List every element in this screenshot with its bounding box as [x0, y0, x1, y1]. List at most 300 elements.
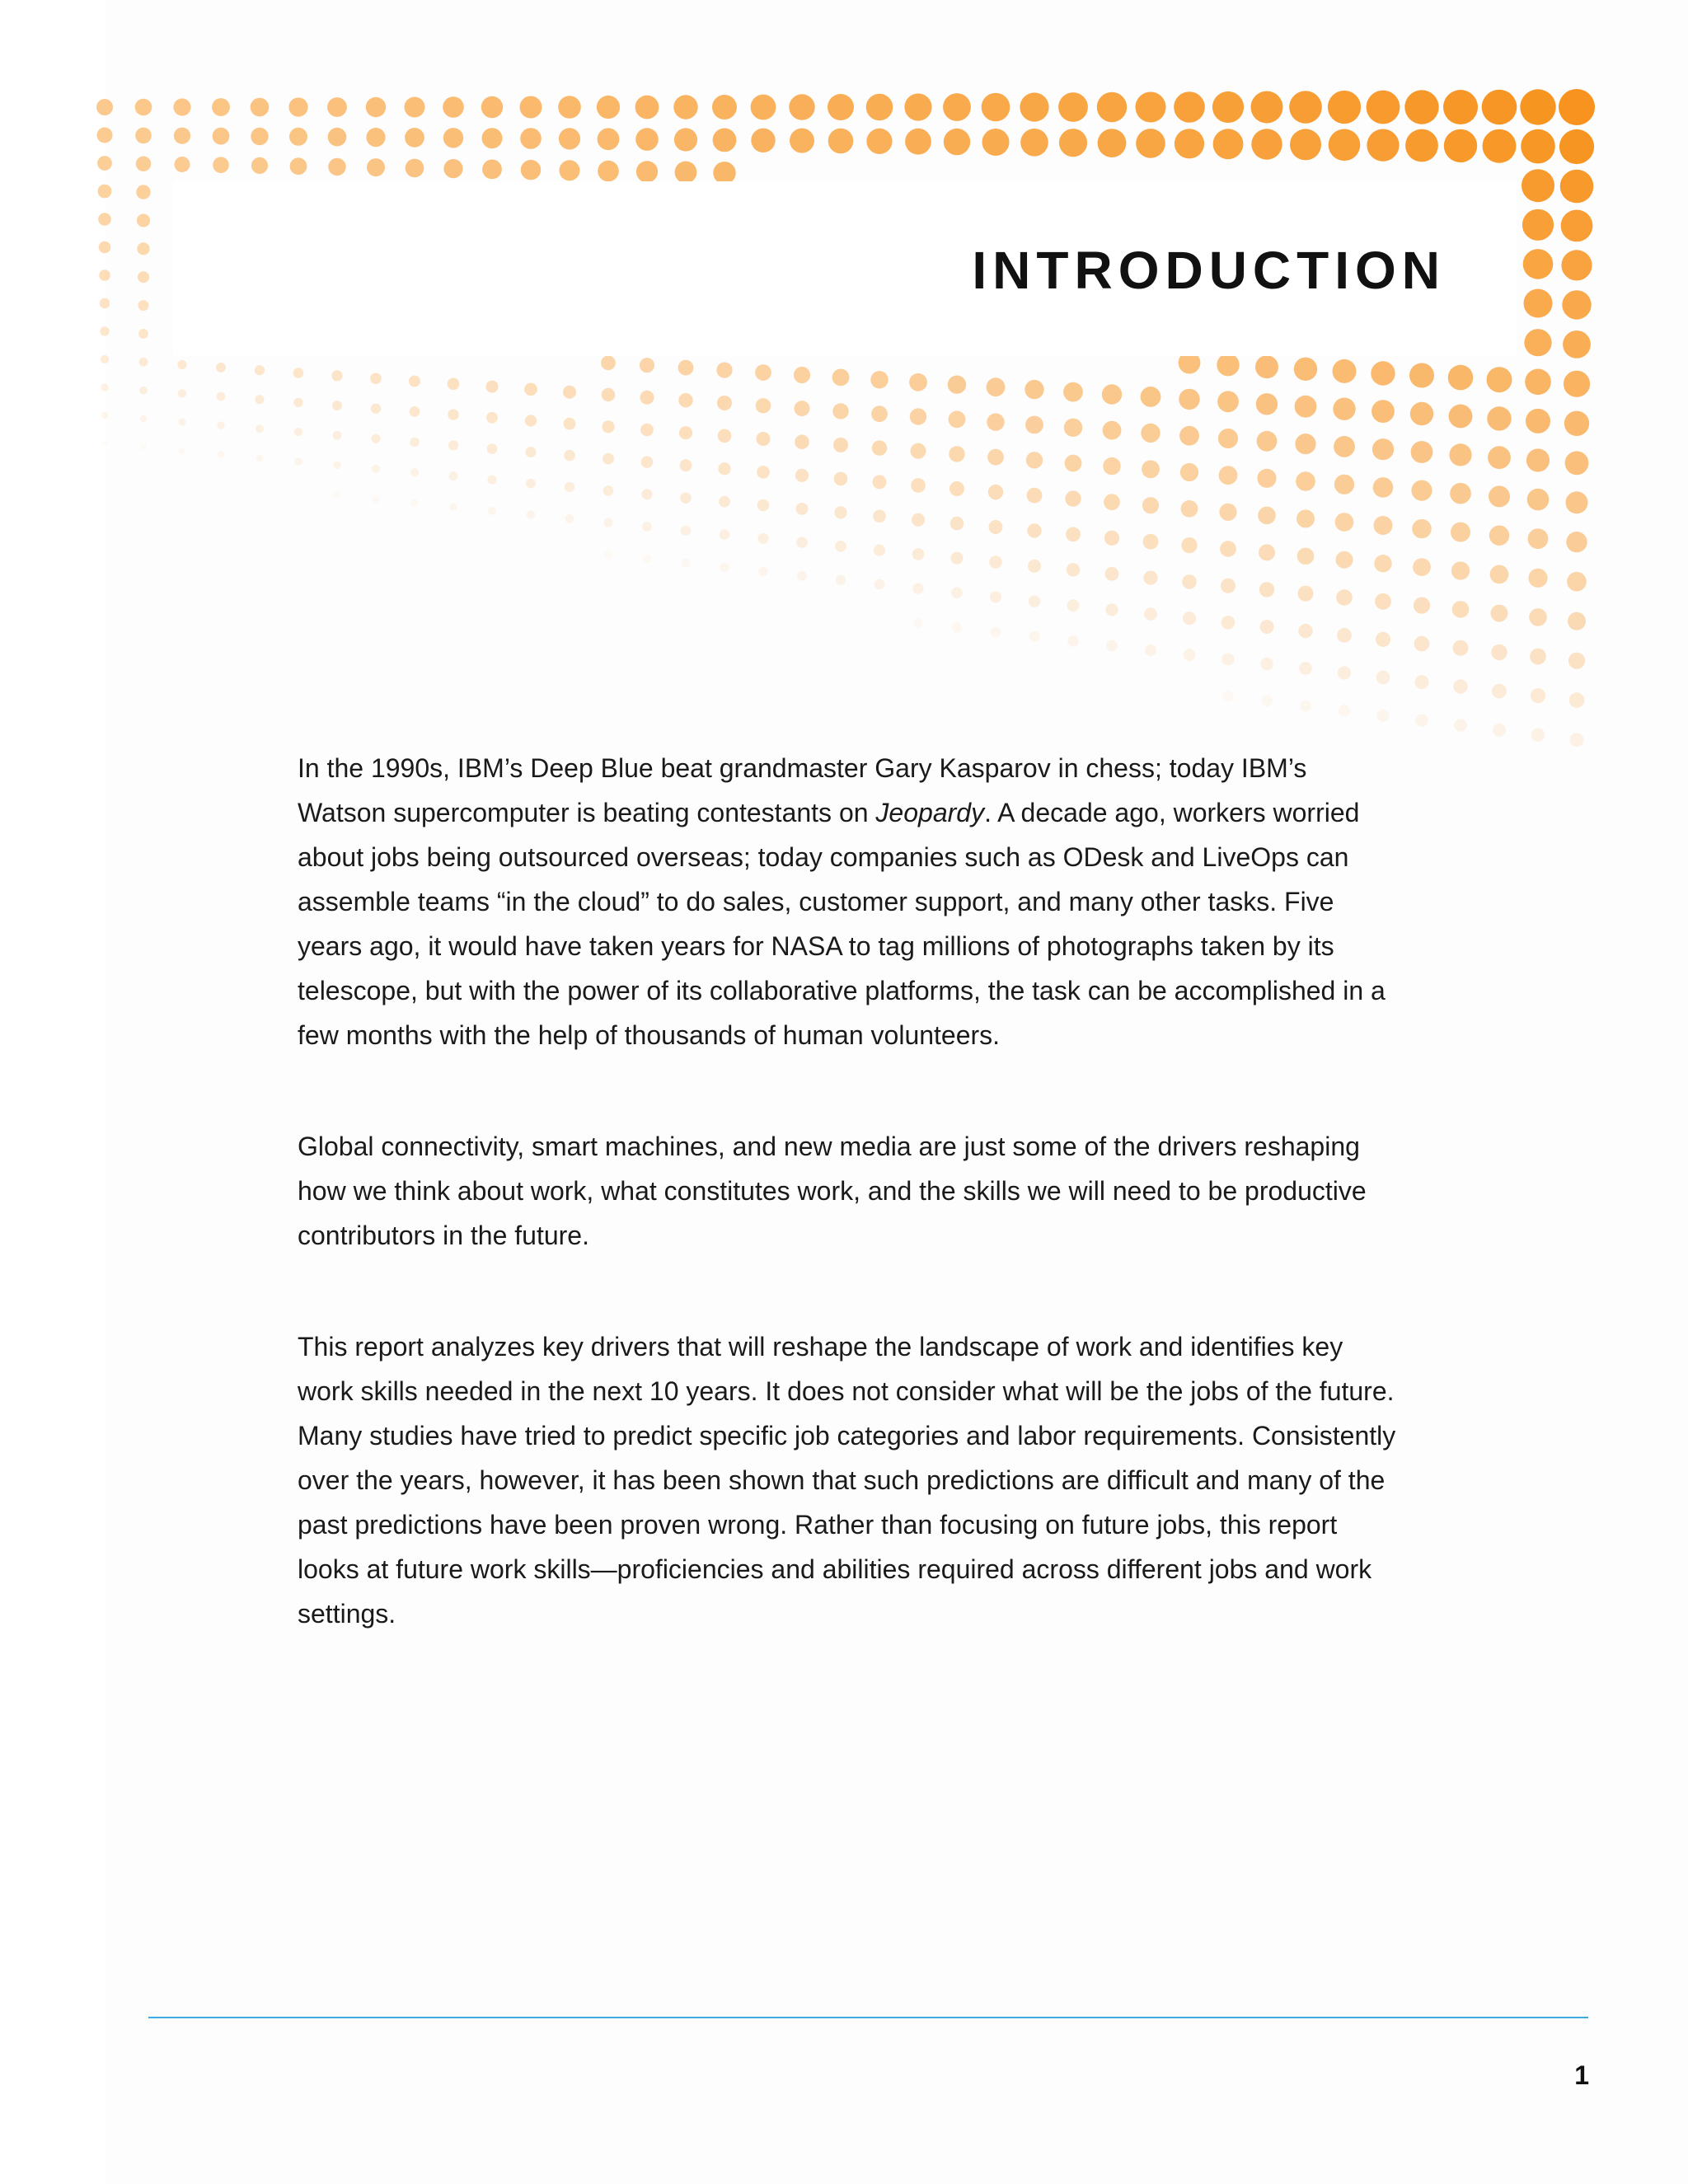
halftone-dot	[1067, 635, 1078, 646]
halftone-dot	[832, 369, 850, 387]
halftone-dot	[717, 396, 732, 410]
halftone-dot	[327, 97, 347, 117]
halftone-dot	[1106, 640, 1118, 652]
halftone-dot	[982, 93, 1010, 122]
halftone-dot	[1213, 129, 1244, 159]
halftone-dot	[448, 378, 460, 391]
halftone-dot	[603, 518, 612, 527]
halftone-dot	[1374, 555, 1391, 572]
halftone-dot	[179, 419, 186, 426]
halftone-dot	[288, 97, 307, 116]
halftone-dot	[256, 454, 264, 462]
halftone-dot	[718, 462, 730, 475]
halftone-dot	[1333, 398, 1355, 420]
halftone-dot	[1489, 485, 1510, 507]
halftone-dot	[1488, 446, 1511, 469]
halftone-dot	[680, 459, 692, 471]
halftone-dot	[1067, 563, 1080, 576]
halftone-dot	[913, 618, 923, 628]
halftone-dot	[601, 355, 616, 370]
halftone-dot	[948, 376, 966, 394]
halftone-dot	[101, 355, 109, 363]
halftone-dot	[333, 431, 342, 440]
halftone-dot	[332, 401, 342, 410]
halftone-dot	[1097, 92, 1127, 122]
halftone-dot	[1451, 561, 1470, 579]
halftone-dot	[1334, 436, 1355, 457]
halftone-dot	[720, 529, 730, 540]
halftone-dot	[1409, 363, 1434, 388]
halftone-dot	[1295, 434, 1315, 454]
halftone-dot	[1565, 451, 1589, 475]
halftone-dot	[1143, 534, 1159, 550]
halftone-dot	[950, 517, 964, 531]
halftone-dot	[526, 479, 536, 489]
halftone-dot	[560, 160, 580, 180]
halftone-dot	[138, 329, 148, 339]
halftone-dot	[912, 513, 925, 527]
halftone-dot	[1104, 531, 1119, 546]
halftone-dot	[598, 161, 619, 182]
halftone-dot	[1563, 330, 1591, 359]
halftone-dot	[140, 415, 148, 423]
halftone-dot	[136, 185, 150, 199]
halftone-dot	[564, 450, 574, 461]
halftone-dot	[1219, 466, 1238, 485]
halftone-dot	[640, 391, 654, 405]
halftone-dot	[1063, 382, 1083, 402]
halftone-dot	[100, 326, 109, 335]
halftone-dot	[1376, 671, 1390, 685]
halftone-dot	[410, 438, 420, 448]
halftone-dot	[1143, 571, 1157, 585]
halftone-dot	[1067, 599, 1080, 612]
halftone-dot	[1294, 358, 1317, 381]
halftone-dot	[1371, 361, 1395, 385]
halftone-dot	[874, 579, 885, 590]
halftone-dot	[640, 358, 654, 373]
halftone-dot	[174, 128, 190, 144]
halftone-dot	[289, 128, 307, 146]
halftone-dot	[1255, 355, 1278, 378]
halftone-dot	[1412, 519, 1431, 538]
halftone-dot	[564, 418, 576, 430]
halftone-dot	[1376, 632, 1390, 647]
halftone-dot	[1483, 129, 1517, 163]
halftone-dot	[328, 128, 347, 147]
halftone-dot	[487, 443, 498, 454]
halftone-dot	[833, 438, 848, 452]
halftone-dot	[1259, 582, 1274, 597]
halftone-dot	[1298, 624, 1312, 638]
halftone-dot	[449, 503, 457, 511]
halftone-dot	[1564, 371, 1590, 397]
halftone-dot	[796, 503, 809, 515]
halftone-dot	[1259, 544, 1275, 560]
halftone-dot	[135, 99, 152, 116]
halftone-dot	[371, 434, 380, 443]
halftone-dot	[1528, 528, 1549, 549]
halftone-dot	[789, 94, 814, 120]
halftone-dot	[443, 96, 464, 118]
halftone-dot	[1491, 605, 1508, 622]
halftone-dot	[1144, 607, 1157, 621]
halftone-dot	[565, 514, 574, 523]
halftone-dot	[1453, 679, 1467, 693]
halftone-dot	[139, 358, 148, 367]
halftone-dot	[678, 393, 692, 407]
halftone-dot	[1181, 537, 1197, 553]
halftone-dot	[757, 499, 769, 511]
halftone-dot	[1448, 365, 1474, 391]
halftone-dot	[99, 269, 110, 281]
halftone-dot	[1222, 691, 1233, 701]
halftone-dot	[137, 242, 149, 255]
halftone-dot	[1559, 89, 1595, 125]
halftone-dot	[1103, 457, 1120, 475]
halftone-dot	[1212, 91, 1244, 123]
halftone-dot	[1219, 504, 1236, 521]
halftone-dot	[602, 388, 615, 401]
halftone-dot	[216, 363, 226, 373]
halftone-dot	[909, 373, 927, 391]
halftone-dot	[1377, 710, 1390, 722]
halftone-dot	[482, 128, 503, 148]
page-title: INTRODUCTION	[972, 241, 1446, 300]
halftone-dot	[1451, 523, 1470, 542]
halftone-dot	[597, 96, 620, 119]
halftone-dot	[716, 363, 732, 378]
halftone-dot	[1561, 210, 1593, 242]
halftone-dot	[1300, 700, 1311, 711]
halftone-dot	[213, 157, 229, 173]
halftone-dot	[834, 506, 846, 518]
halftone-dot	[294, 458, 302, 466]
halftone-dot	[179, 448, 185, 454]
halftone-dot	[138, 271, 149, 283]
halftone-dot	[828, 129, 854, 154]
paragraph-1	[298, 746, 1402, 1057]
halftone-dot	[178, 389, 186, 397]
halftone-dot	[366, 128, 385, 147]
halftone-dot	[1492, 684, 1507, 699]
halftone-dot	[755, 364, 771, 381]
halftone-dot	[1522, 209, 1554, 241]
halftone-dot	[1414, 636, 1430, 652]
halftone-dot	[1454, 719, 1467, 732]
halftone-dot	[255, 365, 265, 375]
halftone-dot	[718, 429, 732, 443]
halftone-dot	[1221, 616, 1236, 630]
halftone-dot	[1182, 574, 1197, 589]
halftone-dot	[1521, 129, 1555, 164]
halftone-dot	[712, 95, 737, 120]
halftone-dot	[678, 360, 694, 376]
halftone-dot	[1329, 129, 1361, 162]
halftone-dot	[366, 97, 386, 117]
halftone-dot	[1415, 675, 1429, 689]
halftone-dot	[944, 129, 970, 155]
halftone-dot	[1333, 359, 1357, 383]
halftone-dot	[1141, 424, 1160, 443]
halftone-dot	[870, 371, 888, 388]
halftone-dot	[794, 367, 810, 383]
halftone-dot	[1520, 89, 1555, 124]
halftone-dot	[406, 159, 424, 178]
halftone-dot	[1531, 729, 1545, 742]
halftone-dot	[1336, 589, 1352, 605]
halftone-dot	[100, 298, 110, 308]
halftone-dot	[1453, 640, 1469, 656]
halftone-dot	[635, 128, 659, 151]
halftone-dot	[251, 157, 268, 174]
halftone-dot	[524, 383, 537, 396]
halftone-dot	[1103, 421, 1122, 440]
halftone-dot	[598, 128, 620, 150]
halftone-dot	[1523, 249, 1554, 279]
halftone-dot	[1444, 129, 1477, 162]
halftone-dot	[1066, 527, 1081, 541]
halftone-dot	[1367, 91, 1400, 124]
halftone-dot	[135, 128, 152, 144]
halftone-dot	[1026, 452, 1043, 468]
halftone-dot	[293, 398, 302, 407]
halftone-dot	[1411, 480, 1432, 501]
halftone-dot	[1297, 548, 1315, 565]
halftone-dot	[1217, 354, 1239, 376]
halftone-dot	[1289, 91, 1322, 124]
halftone-dot	[796, 537, 807, 547]
halftone-dot	[1449, 405, 1473, 429]
halftone-dot	[1560, 170, 1594, 204]
halftone-dot	[1105, 567, 1119, 581]
halftone-dot	[1020, 92, 1048, 121]
halftone-dot	[1489, 526, 1509, 546]
halftone-dot	[520, 128, 542, 149]
halftone-dot	[911, 478, 926, 493]
halftone-dot	[370, 373, 382, 384]
halftone-dot	[1528, 569, 1547, 588]
halftone-dot	[367, 158, 385, 176]
halftone-dot	[137, 213, 150, 227]
halftone-dot	[1298, 586, 1314, 602]
halftone-dot	[1295, 396, 1317, 418]
halftone-dot	[635, 96, 659, 120]
halftone-dot	[101, 412, 108, 419]
halftone-dot	[1328, 91, 1361, 124]
halftone-dot	[866, 129, 892, 154]
halftone-dot	[1524, 289, 1553, 318]
halftone-dot	[1104, 494, 1120, 510]
halftone-dot	[987, 413, 1004, 430]
halftone-dot	[1179, 426, 1199, 446]
halftone-dot	[371, 404, 381, 414]
halftone-dot	[1487, 367, 1512, 392]
halftone-dot	[1290, 129, 1321, 160]
halftone-dot	[1452, 601, 1470, 618]
halftone-dot	[720, 563, 729, 572]
halftone-dot	[1490, 565, 1509, 584]
halftone-dot	[1526, 409, 1550, 434]
halftone-dot	[1260, 658, 1273, 670]
halftone-dot	[1561, 250, 1592, 280]
halftone-dot	[1065, 490, 1081, 506]
halftone-dot	[1065, 455, 1082, 472]
halftone-dot	[1029, 631, 1040, 642]
halftone-dot	[1373, 477, 1394, 498]
halftone-dot	[835, 541, 846, 552]
halftone-dot	[912, 548, 925, 560]
halftone-dot	[1559, 129, 1594, 164]
halftone-dot	[910, 408, 926, 424]
halftone-dot	[951, 588, 963, 599]
halftone-dot	[1443, 90, 1478, 124]
halftone-dot	[1220, 541, 1236, 557]
halftone-dot	[758, 533, 769, 544]
halftone-dot	[293, 368, 304, 378]
halftone-dot	[251, 98, 270, 117]
halftone-dot	[874, 545, 885, 556]
halftone-dot	[832, 403, 848, 419]
paragraph-2: Global connectivity, smart machines, and new media are just some of the drivers reshaping how we think about work, what constitutes work, and the skills we will need to be productive contributors in the future.	[298, 1132, 1367, 1250]
halftone-dot	[405, 97, 425, 118]
halftone-dot	[98, 213, 111, 226]
halftone-dot	[1564, 411, 1589, 436]
halftone-dot	[410, 406, 420, 417]
halftone-dot	[218, 451, 224, 457]
halftone-dot	[328, 158, 345, 176]
halftone-dot	[217, 392, 226, 401]
halftone-dot	[757, 466, 770, 479]
halftone-dot	[1375, 593, 1391, 610]
halftone-dot	[1413, 558, 1431, 576]
halftone-dot	[834, 472, 848, 486]
halftone-dot	[251, 128, 268, 145]
halftone-dot	[1338, 666, 1351, 679]
halftone-dot	[409, 376, 420, 387]
halftone-dot	[675, 162, 697, 184]
halftone-dot	[911, 443, 926, 459]
halftone-dot	[213, 128, 230, 145]
halftone-dot	[372, 465, 380, 473]
halftone-dot	[333, 462, 341, 470]
halftone-dot	[487, 476, 496, 485]
halftone-dot	[866, 94, 893, 121]
halftone-dot	[173, 98, 190, 115]
halftone-dot	[334, 492, 340, 499]
halftone-dot	[521, 160, 541, 180]
halftone-dot	[988, 485, 1003, 499]
halftone-dot	[1526, 448, 1550, 471]
title-panel	[173, 181, 1517, 356]
halftone-dot	[1522, 169, 1554, 202]
page-number: 1	[1574, 2060, 1589, 2090]
halftone-dot	[1251, 91, 1283, 124]
halftone-dot	[410, 468, 419, 476]
halftone-dot	[797, 571, 807, 581]
halftone-dot	[175, 157, 190, 172]
halftone-dot	[486, 412, 498, 424]
halftone-dot	[1415, 714, 1428, 726]
halftone-dot	[1524, 329, 1551, 356]
halftone-dot	[488, 507, 496, 515]
halftone-dot	[410, 499, 418, 507]
halftone-dot	[828, 94, 854, 120]
halftone-dot	[1568, 612, 1586, 630]
halftone-dot	[1335, 513, 1354, 532]
halftone-dot	[1257, 469, 1276, 488]
halftone-dot	[373, 495, 380, 503]
halftone-dot	[1180, 463, 1198, 481]
halftone-dot	[1562, 290, 1591, 319]
halftone-dot	[1367, 129, 1399, 162]
halftone-dot	[1296, 509, 1315, 527]
halftone-dot	[943, 93, 971, 121]
halftone-dot	[1570, 733, 1584, 747]
halftone-dot	[679, 426, 692, 439]
halftone-dot	[1218, 429, 1238, 448]
halftone-dot	[212, 98, 230, 116]
paragraph-1-text-b: . A decade ago, workers worried about jobs being outsourced overseas; today companies such as ODesk and LiveOps can assemble teams “in the cloud” to do sales, customer support, and many other tasks. Five years ago, it would have taken years for NASA to tag millions of photographs taken by its telescope, but with the power of its collaborative platforms, the task can be accomplished in a few months with the help of thousands of human volunteers.	[298, 798, 1386, 1050]
halftone-dot	[482, 160, 502, 180]
halftone-dot	[1184, 649, 1196, 661]
halftone-dot	[873, 475, 887, 489]
halftone-dot	[102, 441, 108, 447]
halftone-dot	[1105, 603, 1118, 616]
halftone-dot	[1414, 598, 1430, 614]
halftone-dot	[713, 129, 737, 152]
halftone-dot	[1027, 523, 1041, 537]
halftone-dot	[1374, 516, 1393, 535]
halftone-dot	[912, 583, 923, 594]
halftone-dot	[486, 381, 499, 393]
halftone-dot	[256, 395, 265, 404]
halftone-dot	[217, 421, 224, 429]
halftone-dot	[139, 387, 148, 395]
halftone-dot	[603, 453, 614, 465]
halftone-dot	[642, 489, 653, 499]
halftone-dot	[559, 128, 580, 149]
halftone-dot	[565, 482, 574, 492]
halftone-dot	[1296, 471, 1315, 491]
halftone-dot	[987, 377, 1006, 396]
halftone-dot	[520, 96, 542, 119]
halftone-dot	[96, 99, 113, 115]
halftone-dot	[1142, 497, 1159, 513]
halftone-dot	[1372, 400, 1395, 423]
halftone-dot	[1027, 488, 1043, 504]
halftone-dot	[1568, 653, 1585, 669]
header-halftone-dot-pattern	[0, 0, 1688, 824]
halftone-dot	[836, 575, 846, 585]
halftone-dot	[872, 440, 887, 455]
halftone-dot	[1222, 654, 1235, 666]
halftone-dot	[795, 401, 810, 416]
halftone-dot	[1261, 696, 1273, 707]
halftone-dot	[1221, 579, 1236, 593]
halftone-dot	[1175, 129, 1204, 158]
halftone-dot	[1299, 662, 1312, 675]
halftone-dot	[1530, 649, 1546, 665]
halftone-dot	[1064, 419, 1082, 437]
halftone-dot	[1404, 90, 1438, 124]
halftone-dot	[101, 383, 108, 391]
halftone-dot	[525, 415, 537, 426]
halftone-dot	[526, 447, 537, 457]
halftone-dot	[136, 157, 151, 171]
halftone-dot	[904, 93, 931, 120]
halftone-dot	[642, 522, 652, 532]
